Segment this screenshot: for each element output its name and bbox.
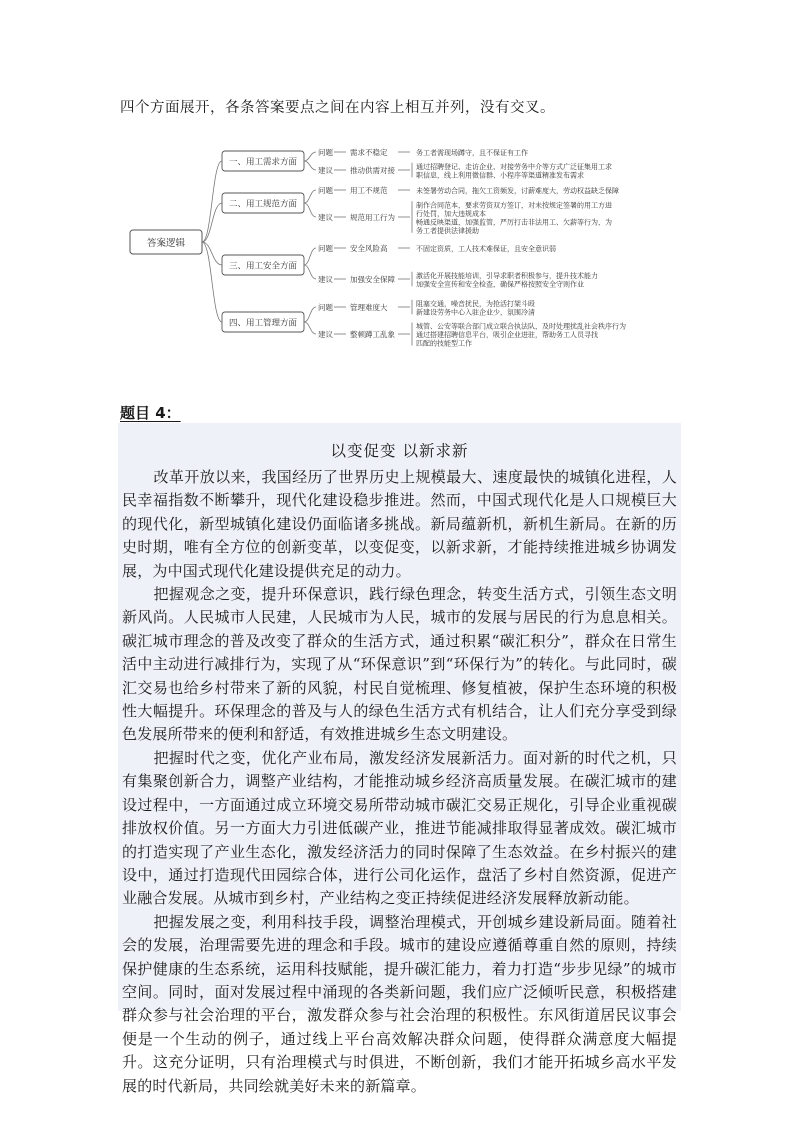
mindmap-suggest-detail: 畅通反映渠道，加强监管，严厉打击非法用工、欠薪等行为，为 xyxy=(416,218,612,227)
essay-paragraph: 把握时代之变，优化产业布局，激发经济发展新活力。面对新的时代之机，只有集聚创新合力，调整产业结构，才能推动城乡经济高质量发展。在碳汇城市的建设过程中，一方面通过成立环境交易所带动城市碳汇交易正规化，引导企业重视碳排放权价值。另一方面大力引进低碳产业，推进节能减排取得显著成效。碳汇城市的打造实现了产业生态化，激发经济活力的同时保障了生态效益。在乡村振兴的建设中，通过打造现代田园综合体，进行公司化运作，盘活了乡村自然资源，促进产业融合发展。从城市到乡村，产业结构之变正持续促进经济发展释放新动能。 xyxy=(122,748,677,908)
essay-paragraph: 把握发展之变，利用科技手段，调整治理模式，开创城乡建设新局面。随着社会的发展，治理需要先进的理念和手段。城市的建设应遵循尊重自然的原则，持续保护健康的生态系统，运用科技赋能，提升碳汇能力，着力打造“步步见绿”的城市空间。同时，面对发展过程中涌现的各类新问题，我们应广泛倾听民意，积极搭建群众参与社会治理的平台，激发群众参与社会治理的积极性。东风街道居民议事会便是一个生动的例子，通过线上平台高效解决群众问题，使得群众满意度大幅提升。这充分证明，只有治理模式与时俱进，不断创新，我们才能开拓城乡高水平发展的时代新局，共同绘就美好未来的新篇章。 xyxy=(122,912,677,1095)
mindmap-connector xyxy=(202,203,222,242)
mindmap-problem-label: 问题 xyxy=(318,148,333,157)
mindmap-suggest-topic: 推动供需对接 xyxy=(350,166,395,175)
mindmap-connector xyxy=(304,265,316,279)
mindmap-suggest-detail: 通过招聘登记、走访企业、对接劳务中介等方式广泛征集用工求 xyxy=(416,162,612,171)
mindmap-connector xyxy=(304,161,316,170)
mindmap-suggest-detail: 激活化开展技能培训，引导求职者积极参与，提升技术能力 xyxy=(416,271,598,280)
mindmap-suggest-detail: 职信息，线上利用微信群、小程序等渠道精准发布需求 xyxy=(416,171,584,180)
mindmap-problem-label: 问题 xyxy=(318,186,333,195)
mindmap-suggest-detail: 匹配的技能型工作 xyxy=(416,339,472,348)
essay-title: 以变促变 以新求新 xyxy=(330,442,469,460)
mindmap-suggest-label: 建议 xyxy=(318,275,333,284)
mindmap-problem-detail: 不固定资质，工人技术难保证，且安全意识弱 xyxy=(416,245,556,253)
mindmap-problem-detail: 阻塞交通，噪音扰民，为抢活打架斗殴 xyxy=(416,299,535,308)
mindmap-diagram xyxy=(126,128,696,368)
mindmap-problem-topic: 需求不稳定 xyxy=(350,148,388,157)
mindmap-connector xyxy=(304,248,316,265)
mindmap-section-title: 一、用工需求方面 xyxy=(228,157,298,168)
mindmap-suggest-label: 建议 xyxy=(318,213,333,222)
mindmap-suggest-topic: 规范用工行为 xyxy=(350,213,395,222)
intro-text: 四个方面展开，各条答案要点之间在内容上相互并列，没有交叉。 xyxy=(120,100,555,116)
mindmap-problem-topic: 用工不规范 xyxy=(350,186,388,195)
mindmap-problem-label: 问题 xyxy=(318,244,333,253)
mindmap-suggest-detail: 通过搭建招聘信息平台，吸引企业进驻，帮助务工人员寻找 xyxy=(416,331,598,339)
mindmap-connector xyxy=(304,190,316,203)
mindmap-root-label: 答案逻辑 xyxy=(146,238,186,249)
essay-paragraph: 把握观念之变，提升环保意识，践行绿色理念，转变生活方式，引领生态文明新风尚。人民城市人民建，人民城市为人民，城市的发展与居民的行为息息相关。碳汇城市理念的普及改变了群众的生活方式，通过积累“碳汇积分”，群众在日常生活中主动进行减排行为，实现了从“环保意识”到“环保行为”的转化。与此同时，碳汇交易也给乡村带来了新的风貌，村民自觉梳理、修复植被，保护生态环境的积极性大幅提升。环保理念的普及与人的绿色生活方式有机结合，让人们充分享受到绿色发展所带来的便利和舒适，有效推进城乡生态文明建设。 xyxy=(122,585,677,744)
essay-box xyxy=(118,423,681,1095)
mindmap-suggest-label: 建议 xyxy=(318,166,333,175)
mindmap-suggest-detail: 加强安全宣传和安全检查，确保严格按照安全守则作业 xyxy=(416,280,584,289)
mindmap-connector xyxy=(304,307,316,322)
mindmap-section-title: 三、用工安全方面 xyxy=(228,261,298,272)
mindmap-suggest-detail: 制作合同范本，要求劳资双方签订，对未按规定签署的用工方进 xyxy=(416,201,612,210)
mindmap-suggest-topic: 加强安全保障 xyxy=(350,275,395,284)
mindmap-connector xyxy=(304,152,316,161)
mindmap-suggest-topic: 整顿蹲工乱象 xyxy=(350,330,395,339)
mindmap-section-title: 四、用工管理方面 xyxy=(228,318,298,329)
mindmap-problem-detail: 未签署劳动合同，拖欠工资频发，讨薪难度大，劳动权益缺乏保障 xyxy=(416,187,619,195)
mindmap-suggest-detail: 行处罚，加大违规成本 xyxy=(416,209,486,218)
mindmap-suggest-label: 建议 xyxy=(318,330,333,339)
mindmap-problem-topic: 安全风险高 xyxy=(350,244,388,253)
mindmap-suggest-detail: 务工者提供法律援助 xyxy=(416,226,479,235)
mindmap-problem-detail: 务工者需现场蹲守，且不保证有工作 xyxy=(416,149,528,157)
mindmap-connector xyxy=(304,203,316,217)
mindmap-suggest-detail: 城管、公安等联合部门成立联合执法队，及时处理扰乱社会秩序行为 xyxy=(416,322,626,331)
mindmap-connector xyxy=(304,322,316,334)
mindmap-problem-label: 问题 xyxy=(318,303,333,312)
mindmap-section-title: 二、用工规范方面 xyxy=(228,199,298,210)
mindmap-connector xyxy=(202,161,222,242)
mindmap-problem-topic: 管理难度大 xyxy=(350,303,388,312)
mindmap-problem-detail: 新建设劳务中心入驻企业少，氛围冷清 xyxy=(416,308,535,317)
question-heading: 题目 4： xyxy=(120,404,181,422)
essay-paragraph: 改革开放以来，我国经历了世界历史上规模最大、速度最快的城镇化进程，人民幸福指数不断攀升，现代化建设稳步推进。然而，中国式现代化是人口规模巨大的现代化，新型城镇化建设仍面临诸多挑战。新局蕴新机，新机生新局。在新的历史时期，唯有全方位的创新变革，以变促变，以新求新，才能持续推进城乡协调发展，为中国式现代化建设提供充足的动力。 xyxy=(122,468,677,580)
mindmap-svg xyxy=(126,128,696,368)
